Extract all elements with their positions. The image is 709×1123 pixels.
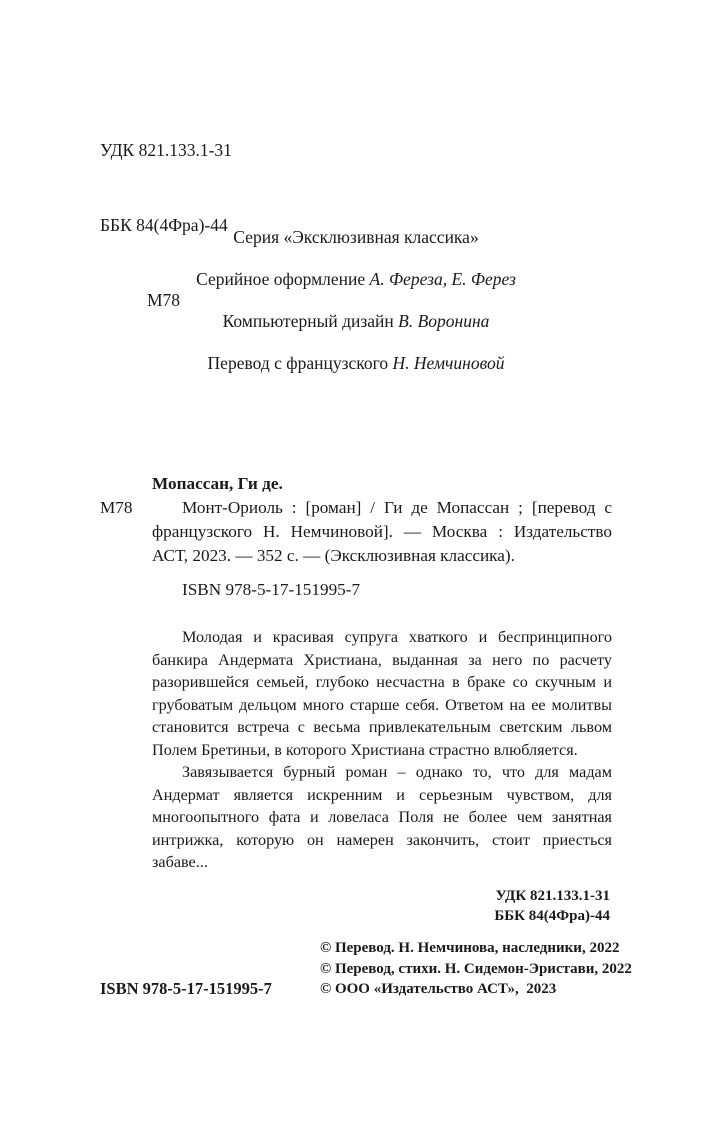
translation-credit [100, 342, 612, 384]
bbk-code-bottom: ББК 84(4Фра)-44 [494, 908, 610, 924]
credits-block [100, 216, 612, 384]
computer-design-credit [100, 300, 612, 342]
copyright-line-translation: © Перевод. Н. Немчинова, наследники, 2022 [320, 940, 620, 956]
series-title: Серия «Эксклюзивная классика» [233, 227, 479, 247]
author-sign-code-top: М78 [147, 290, 181, 310]
annotation-paragraph-2: Завязывается бурный роман – однако то, что для мадам Андермат является искренним и серьезным чувством, для многоопытного фата и ловеласа Поля не более чем занятная интрижка, которую он намерен закончить, стоит приесться забаве... [152, 763, 612, 871]
biblio-author-heading: Мопассан, Ги де. [152, 474, 283, 493]
udk-code-top: УДК 821.133.1-31 [100, 140, 232, 160]
udk-code-bottom: УДК 821.133.1-31 [495, 888, 610, 904]
biblio-description: Монт-Ориоль : [роман] / Ги де Мопассан ; [перевод с французского Н. Немчиновой]. — Москва : Издательство АСТ, 2023. — 352 с. — (Эксклюзивная классика). [152, 498, 612, 565]
isbn-bottom: ISBN 978-5-17-151995-7 [100, 979, 272, 998]
copyright-line-publisher: © ООО «Издательство АСТ», 2023 [320, 981, 557, 997]
series-design-label: Серийное оформление [196, 269, 370, 289]
translation-label: Перевод с французского [207, 353, 393, 373]
classification-bottom-block [494, 886, 610, 926]
bibliographic-record [100, 472, 612, 602]
copyright-block [320, 938, 632, 1000]
copyright-line-verse-translation: © Перевод, стихи. Н. Сидемон-Эристави, 2022 [320, 960, 632, 977]
annotation-paragraph-1: Молодая и красивая супруга хваткого и беспринципного банкира Андермата Христиана, выданная за него по расчету разорившейся семьей, глубоко несчастна в браке со скучным и грубоватым дельцом много старше себя. Ответом на ее молитвы становится встреча с весьма привлекательным светским львом Полем Бретиньи, в которого Христиана страстно влюбляется. [152, 628, 612, 759]
bbk-code-top: ББК 84(4Фра)-44 [100, 215, 228, 235]
author-sign-code-biblio: М78 [100, 498, 133, 517]
biblio-isbn: ISBN 978-5-17-151995-7 [182, 580, 361, 599]
computer-design-label: Компьютерный дизайн [222, 311, 399, 331]
annotation-block [152, 626, 612, 874]
computer-design-names: В. Воронина [398, 311, 490, 331]
translator-name: Н. Немчиновой [392, 353, 505, 373]
series-design-names: А. Фереза, Е. Ферез [369, 269, 516, 289]
biblio-body [100, 496, 612, 568]
series-design-credit [100, 258, 612, 300]
